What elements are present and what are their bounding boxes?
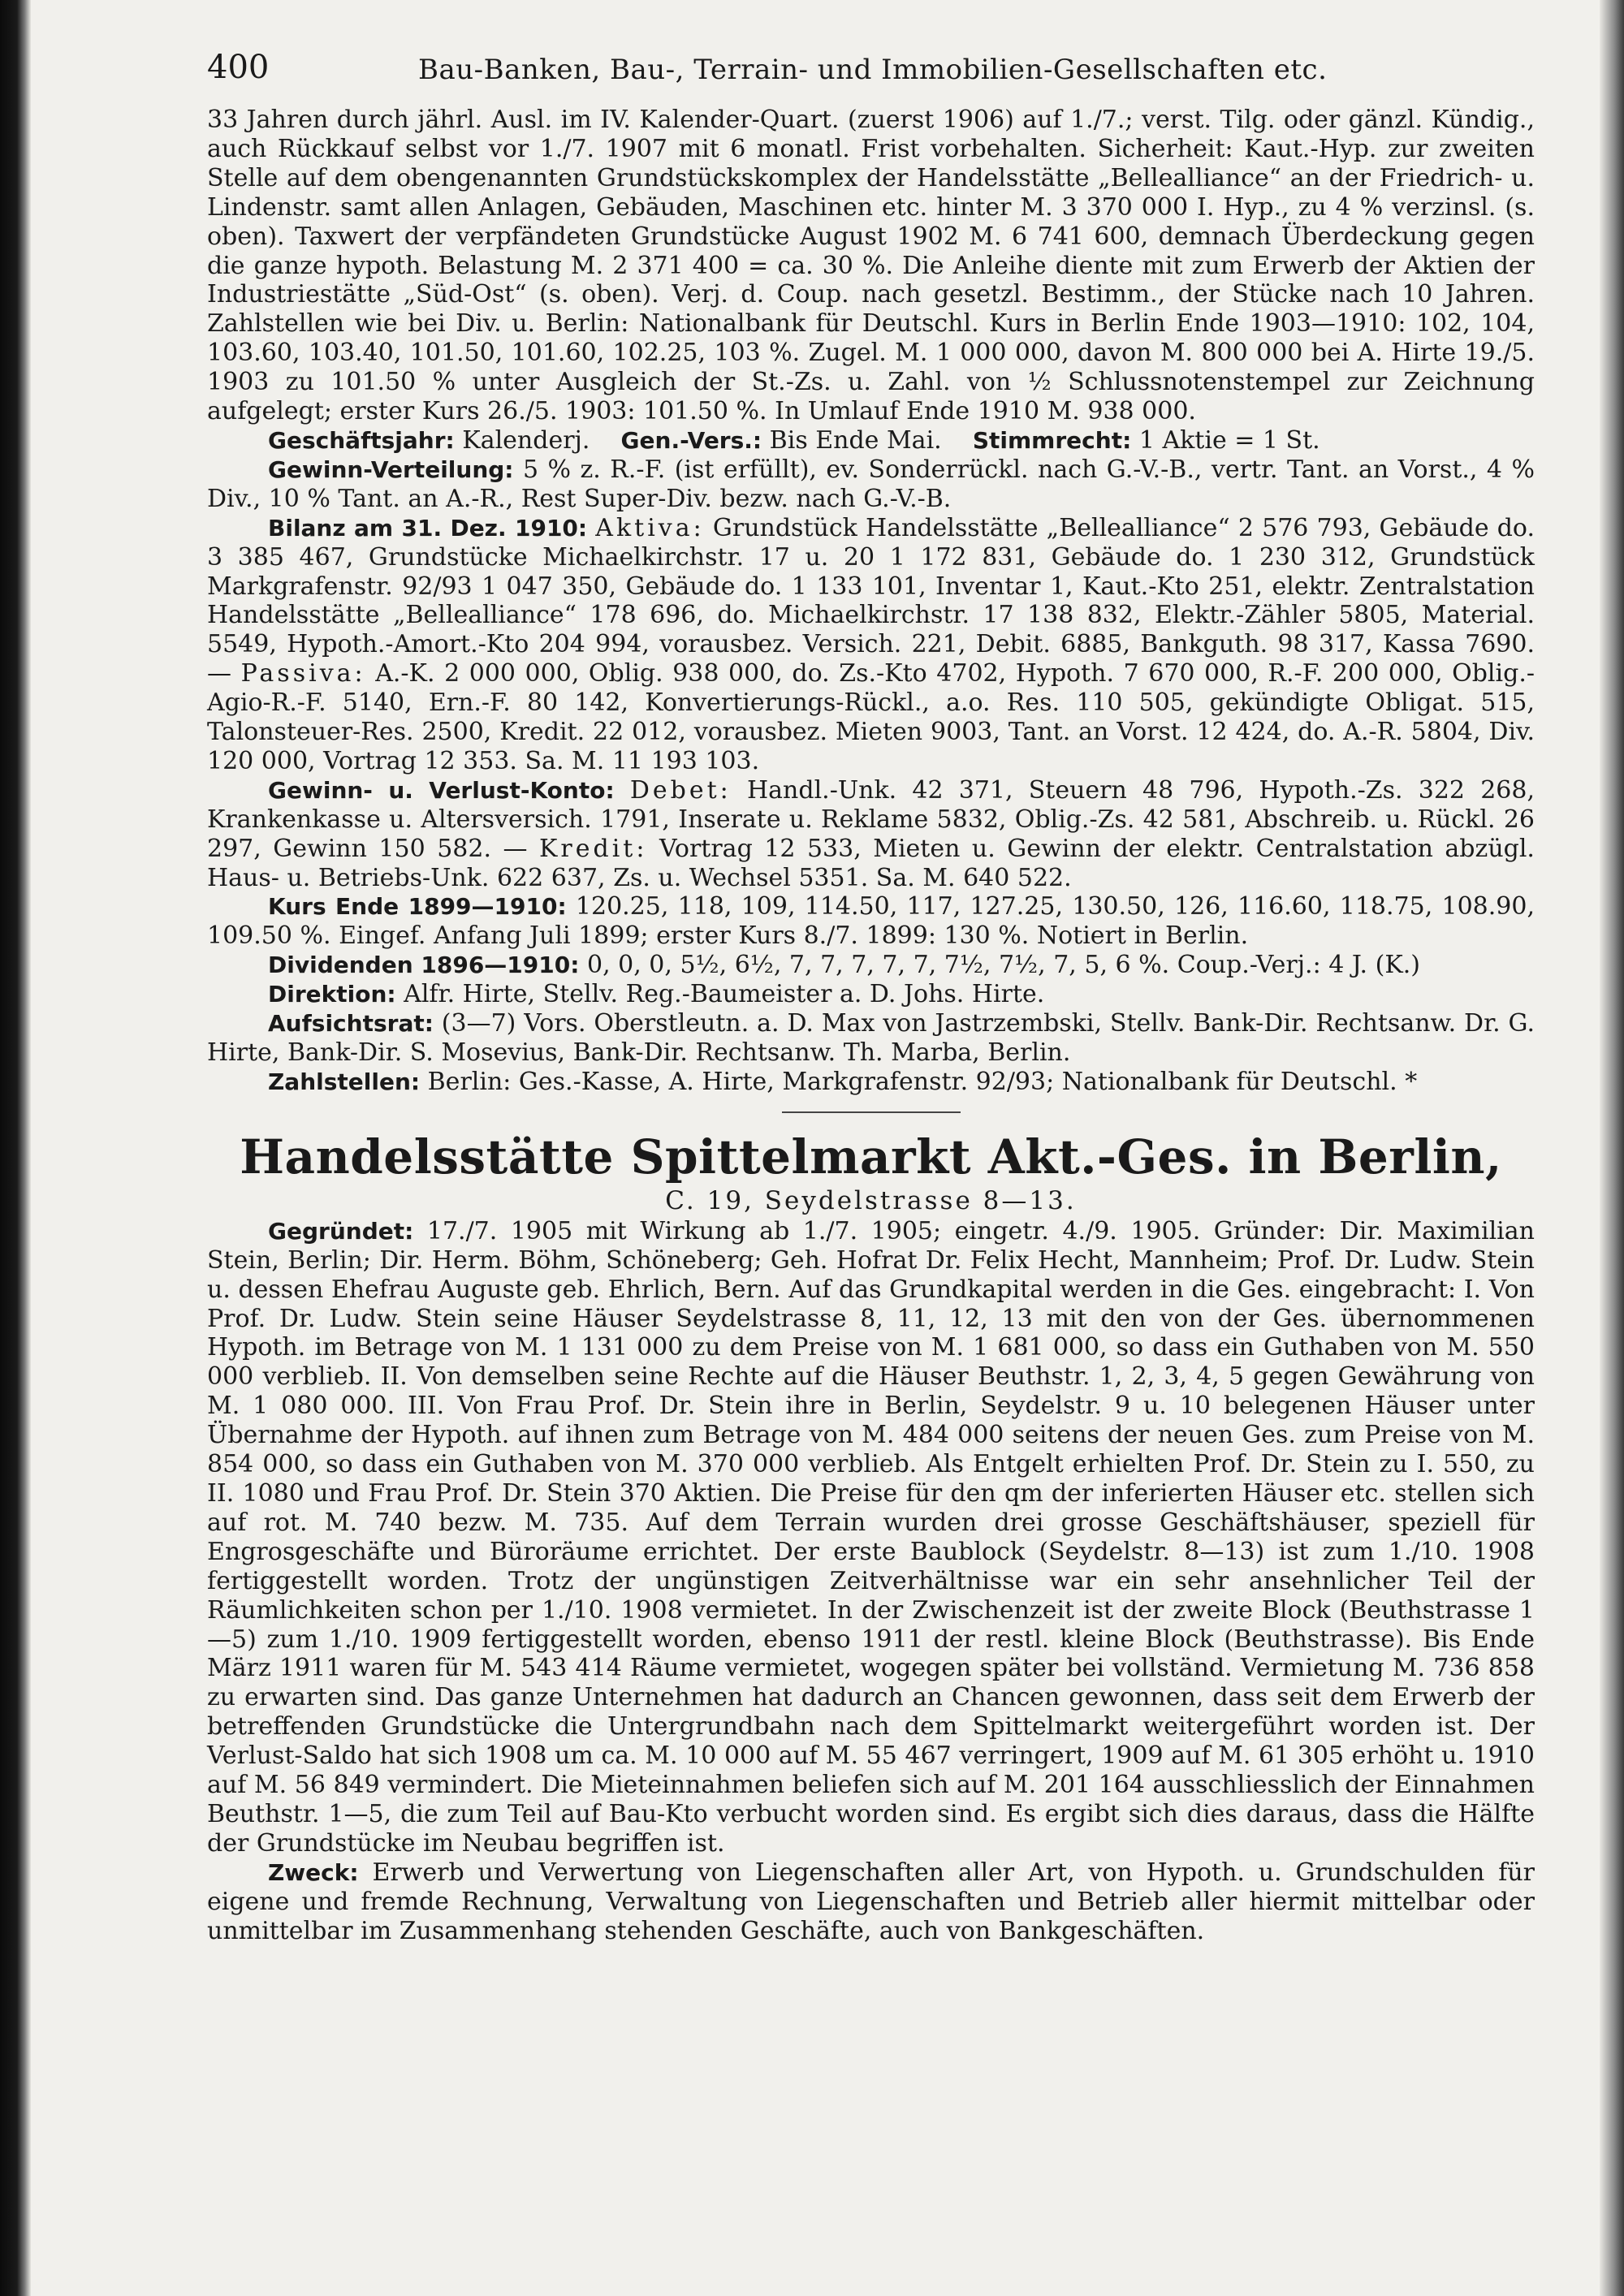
stimmrecht-value: 1 Aktie = 1 St. [1138, 425, 1320, 455]
bilanz-label: Bilanz am 31. Dez. 1910: [268, 514, 588, 542]
kredit-label: Kredit: [539, 834, 648, 863]
geschaeftsjahr-value: Kalenderj. [462, 425, 590, 455]
passiva-label: Passiva: [240, 659, 366, 688]
kurs-paragraph [207, 892, 1535, 951]
guv-kredit: Vortrag 12 533, Mieten u. Gewinn der elektr. Centralstation abzügl. Haus- u. Betriebs-Unk. 622 637, Zs. u. Wechsel 5351. Sa. M. 640 522. [207, 834, 1535, 892]
zahlstellen-text: Berlin: Ges.-Kasse, A. Hirte, Markgrafenstr. 92/93; Nationalbank für Deutschl. * [427, 1067, 1418, 1096]
bilanz-paragraph [207, 514, 1535, 776]
geschaeftsjahr-label: Geschäftsjahr: [268, 426, 455, 454]
running-title: Bau-Banken, Bau-, Terrain- und Immobilien-Gesellschaften etc. [418, 54, 1328, 86]
zweck-text: Erwerb und Verwertung von Liegenschaften aller Art, von Hypoth. u. Grundschulden für eigene und fremde Rechnung, Verwaltung von Liegenschaften und Betrieb aller hiermit mittelbar oder unmittelbar im Zusammenhang stehenden Geschäfte, auch von Bankgeschäften. [207, 1858, 1535, 1945]
direktion-text: Alfr. Hirte, Stellv. Reg.-Baumeister a. D. Johs. Hirte. [404, 980, 1045, 1009]
gewinn-verteilung-label: Gewinn-Verteilung: [268, 455, 514, 483]
direktion-paragraph [207, 980, 1535, 1009]
bond-paragraph: 33 Jahren durch jährl. Ausl. im IV. Kalender-Quart. (zuerst 1906) auf 1./7.; verst. Tilg. oder gänzl. Kündig., auch Rückkauf selbst vor 1./7. 1907 mit 6 monatl. Frist vorbehalten. Sicherheit: Kaut.-Hyp. zur zweiten Stelle auf dem obengenannten Grundstückskomplex der Handelsstätte „Bellealliance“ an der Friedrich- u. Lindenstr. samt allen Anlagen, Gebäuden, Maschinen etc. hinter M. 3 370 000 I. Hyp., zu 4 % verzinsl. (s. oben). Taxwert der verpfändeten Grundstücke August 1902 M. 6 741 600, demnach Überdeckung gegen die ganze hypoth. Belastung M. 2 371 400 = ca. 30 %. Die Anleihe diente mit zum Erwerb der Aktien der Industriestätte „Süd-Ost“ (s. oben). Verj. d. Coup. nach gesetzl. Bestimm., der Stücke nach 10 Jahren. Zahlstellen wie bei Div. u. Berlin: Nationalbank für Deutschl. Kurs in Berlin Ende 1903—1910: 102, 104, 103.60, 103.40, 101.50, 101.60, 102.25, 103 %. Zugel. M. 1 000 000, davon M. 800 000 bei A. Hirte 19./5. 1903 zu 101.50 % unter Ausgleich der St.-Zs. u. Zahl. von ½ Schlussnotenstempel zur Zeichnung aufgelegt; erster Kurs 26./5. 1903: 101.50 %. In Umlauf Ende 1910 M. 938 000. [207, 106, 1535, 426]
page [207, 49, 1535, 1945]
zahlstellen-label: Zahlstellen: [268, 1068, 421, 1095]
running-head [207, 49, 1535, 106]
general-info-paragraph [207, 426, 1535, 455]
dividenden-label: Dividenden 1896—1910: [268, 952, 580, 979]
guv-paragraph [207, 776, 1535, 893]
zahlstellen-paragraph [207, 1068, 1535, 1097]
gen-vers-value: Bis Ende Mai. [769, 425, 942, 455]
aufsichtsrat-text: (3—7) Vors. Oberstleutn. a. D. Max von Jastrzembski, Stellv. Bank-Dir. Rechtsanw. Dr. G. Hirte, Bank-Dir. S. Mosevius, Bank-Dir. Rechtsanw. Th. Marba, Berlin. [207, 1009, 1535, 1067]
dividenden-paragraph [207, 951, 1535, 980]
guv-label: Gewinn- u. Verlust-Konto: [268, 776, 615, 804]
scan-edge-left [0, 0, 31, 2296]
gegruendet-text: 17./7. 1905 mit Wirkung ab 1./7. 1905; eingetr. 4./9. 1905. Gründer: Dir. Maximilian Stein, Berlin; Dir. Herm. Böhm, Schöneberg; Geh. Hofrat Dr. Felix Hecht, Mannheim; Prof. Dr. Ludw. Stein u. dessen Ehefrau Auguste geb. Ehrlich, Bern. Auf das Grundkapital werden in die Ges. eingebracht: I. Von Prof. Dr. Ludw. Stein seine Häuser Seydelstrasse 8, 11, 12, 13 mit den von der Ges. übernommenen Hypoth. im Betrage von M. 1 131 000 zu dem Preise von M. 1 681 000, so dass ein Guthaben von M. 550 000 verblieb. II. Von demselben seine Rechte auf die Häuser Beuthstr. 1, 2, 3, 4, 5 gegen Gewährung von M. 1 080 000. III. Von Frau Prof. Dr. Stein ihre in Berlin, Seydelstr. 9 u. 10 belegenen Häuser unter Übernahme der Hypoth. auf ihnen zum Betrage von M. 484 000 seitens der neuen Ges. zum Preise von M. 854 000, so dass ein Guthaben von M. 370 000 verblieb. Als Entgelt erhielten Prof. Dr. Stein zu I. 550, zu II. 1080 und Frau Prof. Dr. Stein 370 Aktien. Die Preise für den qm der inferierten Häuser etc. stellen sich auf rot. M. 740 bezw. M. 735. Auf dem Terrain wurden drei grosse Geschäftshäuser, speziell für Engrosgeschäfte und Büroräume errichtet. Der erste Baublock (Seydelstr. 8—13) ist zum 1./10. 1908 fertiggestellt worden. Trotz der ungünstigen Zeitverhältnisse war ein sehr ansehnlicher Teil der Räumlichkeiten schon per 1./10. 1908 vermietet. In der Zwischenzeit ist der zweite Block (Beuthstrasse 1—5) zum 1./10. 1909 fertiggestellt worden, ebenso 1911 der restl. kleine Block (Beuthstrasse). Bis Ende März 1911 waren für M. 543 414 Räume vermietet, wogegen später bei vollständ. Vermietung M. 736 858 zu erwarten sind. Das ganze Unternehmen hat dadurch an Chancen gewonnen, dass seit dem Erwerb der betreffenden Grundstücke die Untergrundbahn nach dem Spittelmarkt weitergeführt worden ist. Der Verlust-Saldo hat sich 1908 um ca. M. 10 000 auf M. 55 467 verringert, 1909 auf M. 61 305 erhöht u. 1910 auf M. 56 849 vermindert. Die Mieteinnahmen beliefen sich auf M. 201 164 ausschliesslich der Einnahmen Beuthstr. 1—5, die zum Teil auf Bau-Kto verbucht worden sind. Es ergibt sich dies daraus, dass die Hälfte der Grundstücke im Neubau begriffen ist. [207, 1216, 1535, 1858]
bilanz-passiva: A.-K. 2 000 000, Oblig. 938 000, do. Zs.-Kto 4702, Hypoth. 7 670 000, R.-F. 200 000, Oblig.-Agio-R.-F. 5140, Ern.-F. 80 142, Konvertierungs-Rückl., a.o. Res. 110 505, gekündigte Obligat. 515, Talonsteuer-Res. 2500, Kredit. 22 012, vorausbez. Mieten 9003, Tant. an Vorst. 12 424, do. A.-R. 5804, Div. 120 000, Vortrag 12 353. Sa. M. 11 193 103. [207, 659, 1535, 775]
dividenden-text: 0, 0, 0, 5½, 6½, 7, 7, 7, 7, 7, 7½, 7½, 7, 5, 6 %. Coup.-Verj.: 4 J. (K.) [586, 951, 1420, 980]
scan-edge-right [1600, 0, 1624, 2296]
gegruendet-label: Gegründet: [268, 1217, 414, 1245]
zweck-paragraph [207, 1858, 1535, 1946]
bilanz-aktiva: Grundstück Handelsstätte „Bellealliance“ 2 576 793, Gebäude do. 3 385 467, Grundstücke Michaelkirchstr. 17 u. 20 1 172 831, Gebäude do. 1 230 312, Grundstück Markgrafenstr. 92/93 1 047 350, Gebäude do. 1 133 101, Inventar 1, Kaut.-Kto 251, elektr. Zentralstation Handelsstätte „Bellealliance“ 178 696, do. Michaelkirchstr. 17 138 832, Elektr.-Zähler 5805, Material. 5549, Hypoth.-Amort.-Kto 204 994, vorausbez. Versich. 221, Debit. 6885, Bankguth. 98 317, Kassa 7690. — [207, 513, 1535, 688]
page-number: 400 [207, 49, 270, 86]
company-address: C. 19, Seydelstrasse 8—13. [665, 1185, 1077, 1215]
company-entry [207, 1217, 1535, 1946]
kurs-label: Kurs Ende 1899—1910: [268, 893, 567, 921]
guv-debet: Handl.-Unk. 42 371, Steuern 48 796, Hypoth.-Zs. 322 268, Krankenkasse u. Altersversich. 1791, Inserate u. Reklame 5832, Oblig.-Zs. 42 581, Abschreib. u. Rückl. 26 297, Gewinn 150 582. — [207, 775, 1535, 863]
gewinn-verteilung-paragraph [207, 455, 1535, 514]
aufsichtsrat-paragraph [207, 1009, 1535, 1068]
aufsichtsrat-label: Aufsichtsrat: [268, 1010, 434, 1038]
company-title: Handelsstätte Spittelmarkt Akt.-Ges. in Berlin, [240, 1129, 1502, 1185]
previous-entry [207, 106, 1535, 1097]
gewinn-verteilung-text: 5 % z. R.-F. (ist erfüllt), ev. Sonderrückl. nach G.-V.-B., vertr. Tant. an Vorst., 4 % Div., 10 % Tant. an A.-R., Rest Super-Div. bezw. nach G.-V.-B. [207, 455, 1535, 513]
direktion-label: Direktion: [268, 981, 396, 1008]
aktiva-label: Aktiva: [595, 513, 705, 542]
gegruendet-paragraph [207, 1217, 1535, 1858]
gen-vers-label: Gen.-Vers.: [620, 426, 762, 454]
zweck-label: Zweck: [268, 1858, 359, 1886]
section-divider [782, 1111, 961, 1113]
kurs-text: 120.25, 118, 109, 114.50, 117, 127.25, 130.50, 126, 116.60, 118.75, 108.90, 109.50 %. Eingef. Anfang Juli 1899; erster Kurs 8./7. 1899: 130 %. Notiert in Berlin. [207, 892, 1535, 951]
stimmrecht-label: Stimmrecht: [972, 426, 1132, 454]
debet-label: Debet: [629, 775, 732, 805]
